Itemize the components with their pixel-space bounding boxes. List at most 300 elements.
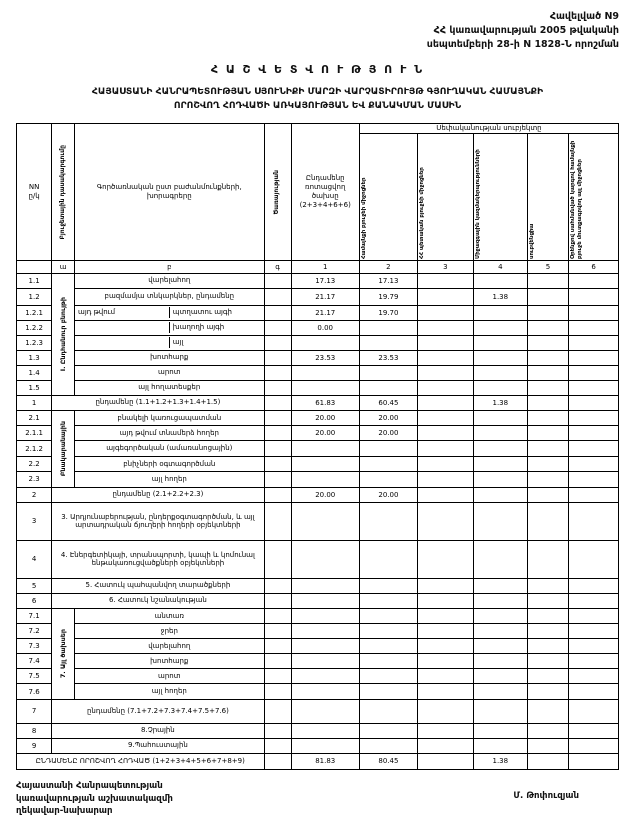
row-c5 [527,380,568,395]
row-c5 [527,608,568,623]
row-c3 [417,456,473,471]
row-c4 [473,654,527,669]
row-c2: 23.53 [359,350,417,365]
table-row [17,540,619,578]
row-c3 [417,365,473,380]
row-c4 [473,365,527,380]
row-c5 [527,699,568,723]
row-total: 20.00 [291,410,359,425]
col-header-service: Ծառայության [264,123,291,260]
row-label: ընդամենը (1.1+1.2+1.3+1.4+1.5) [52,395,264,410]
row-label: ընդամենը (7.1+7.2+7.3+7.4+7.5+7.6) [52,699,264,723]
table-letter-row [17,260,619,273]
row-nn: 1.4 [17,365,52,380]
table-row [17,578,619,593]
row-c2 [359,320,417,335]
row-total: 20.00 [291,426,359,441]
col-header-state-budget: ՀՀ պետական բյուջեի միջոցներ [417,133,473,260]
row-total: 0.00 [291,320,359,335]
group-label-housing: Բնակարանային [52,410,75,487]
row-total [291,456,359,471]
row-c3 [417,395,473,410]
row-service [264,738,291,753]
row-c5 [527,540,568,578]
row-nn: 7 [17,699,52,723]
row-label: վարելահող [75,638,265,653]
row-nn: 1.2 [17,288,52,305]
table-row [17,623,619,638]
footer-line-2: կառավարության աշխատակազմի [16,793,173,804]
row-label: այդ թվում տնամերձ հողեր [75,426,265,441]
col-header-functional: Գործառնական ըստ բաժանմունքների, խորագրերը [75,123,265,260]
row-service [264,380,291,395]
row-c5 [527,502,568,540]
table-row [17,288,619,305]
row-label-split [75,320,265,335]
letter-cell-3: 3 [417,260,473,273]
row-total: 23.53 [291,350,359,365]
row-total [291,623,359,638]
row-c2: 20.00 [359,487,417,502]
col-header-ownership-group: Սեփականության սուբյեկտը [359,123,618,133]
table-row [17,638,619,653]
signature-name: Մ. Թոփուզյան [513,790,579,801]
row-c2 [359,365,417,380]
row-c6 [569,684,619,699]
row-service [264,487,291,502]
row-nn: 7.6 [17,684,52,699]
row-c3 [417,654,473,669]
table-row [17,335,619,350]
row-label: 4. Էներգետիկայի, տրանսպորտի, կապի և կոմունալ ենթակառուցվածքների օբյեկտների [52,540,264,578]
row-c6 [569,540,619,578]
row-c2: 80.45 [359,753,417,769]
subtitle-line-1: ՀԱՅԱՍՏԱՆԻ ՀԱՆՐԱՊԵՏՈՒԹՅԱՆ ՍՅՈՒՆԻՔԻ ՄԱՐԶԻ ՎԱՐՉԱՏԻՐՈՒՅԹ ԳՅՈՒՂԱԿԱՆ ՀԱՄԱՅՆՔԻ [91,86,544,98]
row-c4 [473,426,527,441]
document-footer [16,780,619,818]
table-row [17,380,619,395]
row-service [264,723,291,738]
row-label: խոտհարք [75,654,265,669]
row-service [264,395,291,410]
row-c6 [569,380,619,395]
letter-cell-6: 6 [569,260,619,273]
row-c5 [527,669,568,684]
grand-total-label: ԸՆԴԱՄԵՆԸ ՈՐՈՇՎՈՂ ՀՈԴՎԱԾ (1+2+3+4+5+6+7+8+9) [17,753,265,769]
row-nn: 1.2.1 [17,305,52,320]
col-header-nn: NN ը/կ [17,123,52,260]
row-nn: 7.5 [17,669,52,684]
row-c2: 20.00 [359,426,417,441]
row-c5 [527,472,568,487]
row-c6 [569,335,619,350]
row-c5 [527,410,568,425]
row-total [291,441,359,456]
row-service [264,608,291,623]
letter-cell-5: 5 [527,260,568,273]
row-service [264,456,291,471]
row-c6 [569,472,619,487]
row-nn: 7.2 [17,623,52,638]
row-service [264,426,291,441]
header-decision-line: սեպտեմբերի 28-ի N 1828-Ն որոշման [426,38,619,50]
row-c3 [417,380,473,395]
table-row [17,472,619,487]
row-total [291,472,359,487]
row-service [264,335,291,350]
row-c4 [473,380,527,395]
row-c6 [569,654,619,669]
row-c2 [359,502,417,540]
table-row [17,669,619,684]
row-c3 [417,753,473,769]
row-c4: 1.38 [473,753,527,769]
row-label-right: այլ [172,338,184,347]
row-c5 [527,426,568,441]
row-c6 [569,456,619,471]
row-label-right: խաղողի այգի [172,323,225,332]
col-header-community-budget: Համայնքի բյուջեի միջոցներ [359,133,417,260]
row-c4 [473,350,527,365]
row-label-left: այդ թվում [75,307,170,317]
row-c3 [417,441,473,456]
page-title: Հ Ա Շ Վ Ե Տ Վ Ո Ւ Թ Յ Ո Ւ Ն [210,63,425,77]
row-c4 [473,305,527,320]
row-nn: 1.2.3 [17,335,52,350]
table-row [17,654,619,669]
row-nn: 8 [17,723,52,738]
row-total [291,669,359,684]
row-total: 21.17 [291,305,359,320]
row-c3 [417,669,473,684]
row-service [264,273,291,288]
row-c3 [417,273,473,288]
row-c6 [569,273,619,288]
row-c5 [527,395,568,410]
row-total [291,578,359,593]
row-service [264,350,291,365]
row-label: այլ հողեր [75,472,265,487]
row-total [291,684,359,699]
row-c2 [359,456,417,471]
letter-cell-a: ա [52,260,75,273]
row-c5 [527,738,568,753]
row-service [264,753,291,769]
row-service [264,502,291,540]
report-table [16,123,619,770]
row-nn: 1.1 [17,273,52,288]
table-row-total [17,487,619,502]
row-c5 [527,578,568,593]
row-c2 [359,623,417,638]
row-total [291,335,359,350]
row-nn: 6 [17,593,52,608]
table-row [17,441,619,456]
row-c4 [473,578,527,593]
row-label: բազմամյա տնկարկներ, ընդամենը [75,288,265,305]
row-c6 [569,608,619,623]
row-c5 [527,638,568,653]
row-label: խոտհարք [75,350,265,365]
row-c4 [473,456,527,471]
row-service [264,540,291,578]
letter-cell-4: 4 [473,260,527,273]
row-label: 9.Պահուստային [52,738,264,753]
row-total [291,738,359,753]
row-c3 [417,487,473,502]
row-nn: 1.3 [17,350,52,365]
row-c4 [473,335,527,350]
row-service [264,472,291,487]
row-c6 [569,753,619,769]
row-c2 [359,578,417,593]
row-c2 [359,335,417,350]
row-c3 [417,305,473,320]
row-label: ընդամենը (2.1+2.2+2.3) [52,487,264,502]
table-row-total [17,699,619,723]
row-c3 [417,472,473,487]
row-nn: 2.1.2 [17,441,52,456]
row-c5 [527,684,568,699]
row-c4 [473,738,527,753]
row-nn: 4 [17,540,52,578]
row-label: վարելահող [75,273,265,288]
row-c6 [569,669,619,684]
row-service [264,441,291,456]
table-row [17,365,619,380]
row-nn: 1.2.2 [17,320,52,335]
document-header [16,10,619,51]
row-c6 [569,320,619,335]
row-c3 [417,723,473,738]
row-service [264,593,291,608]
letter-cell-1: 1 [291,260,359,273]
row-label: ջրեր [75,623,265,638]
row-c3 [417,608,473,623]
row-c2 [359,738,417,753]
row-c2 [359,638,417,653]
table-row [17,723,619,738]
row-c3 [417,638,473,653]
row-c2: 19.79 [359,288,417,305]
col-header-budget-class: Բյուջետային դասակարգումը [52,123,75,260]
letter-cell-nn [17,260,52,273]
table-row [17,608,619,623]
row-c4 [473,441,527,456]
row-c3 [417,320,473,335]
row-total [291,608,359,623]
row-c6 [569,410,619,425]
header-government-line: ՀՀ կառավարության 2005 թվականի [433,24,619,36]
row-c2 [359,540,417,578]
row-c4 [473,487,527,502]
row-nn: 1 [17,395,52,410]
group-label-other: 7. Այլ ծախսեր [52,608,75,699]
row-c6 [569,350,619,365]
table-row [17,273,619,288]
row-total [291,699,359,723]
row-nn: 7.3 [17,638,52,653]
row-c6 [569,487,619,502]
row-c5 [527,305,568,320]
row-nn: 9 [17,738,52,753]
row-c5 [527,753,568,769]
row-nn: 2.2 [17,456,52,471]
col-header-other-means: Օրենքով սահմանված կարգով համայնքի բյուջե մուտքագրվող այլ միջոցներ [569,133,619,260]
row-c6 [569,723,619,738]
row-c5 [527,723,568,738]
row-label-right: պտղատու այգի [172,308,232,317]
row-c2 [359,608,417,623]
row-service [264,365,291,380]
table-row [17,502,619,540]
signature-block-left [16,780,173,818]
row-c6 [569,365,619,380]
row-c2 [359,699,417,723]
row-c3 [417,593,473,608]
row-label: այլ հողատեսքեր [75,380,265,395]
table-row [17,410,619,425]
row-c6 [569,623,619,638]
row-c4 [473,320,527,335]
row-c5 [527,273,568,288]
row-nn: 7.4 [17,654,52,669]
row-service [264,669,291,684]
row-c6 [569,441,619,456]
row-c2 [359,441,417,456]
row-c2 [359,593,417,608]
row-c5 [527,320,568,335]
row-c6 [569,699,619,723]
row-c3 [417,623,473,638]
row-label: արոտ [75,365,265,380]
row-total [291,365,359,380]
row-c2: 19.70 [359,305,417,320]
row-label: 3. Արդյունաբերության, ընդերքօգտագործման, և այլ արտադրական ճյուղերի հողերի օբյեկտների [52,502,264,540]
row-c6 [569,426,619,441]
letter-cell-b: բ [75,260,265,273]
table-row-grand-total [17,753,619,769]
letter-cell-2: 2 [359,260,417,273]
row-c3 [417,335,473,350]
group-label-general: I. Ընդհանուր բնույթի [52,273,75,395]
row-c2 [359,380,417,395]
table-row [17,738,619,753]
row-c3 [417,699,473,723]
row-total: 81.83 [291,753,359,769]
table-row [17,305,619,320]
row-c4 [473,502,527,540]
row-c3 [417,540,473,578]
col-header-subvention: սուբվենցիա [527,133,568,260]
row-total: 17.13 [291,273,359,288]
row-c3 [417,410,473,425]
row-label: 5. Հատուկ պահպանվող տարածքների [52,578,264,593]
row-c2 [359,723,417,738]
row-label: այլ հողեր [75,684,265,699]
row-total [291,593,359,608]
table-row [17,593,619,608]
row-c5 [527,441,568,456]
row-service [264,305,291,320]
row-c5 [527,288,568,305]
row-service [264,578,291,593]
row-c4 [473,540,527,578]
row-service [264,654,291,669]
row-nn: 2.1 [17,410,52,425]
row-c2 [359,654,417,669]
row-c4 [473,723,527,738]
row-c6 [569,738,619,753]
table-row [17,320,619,335]
row-service [264,684,291,699]
row-label: 8.Չրային [52,723,264,738]
col-header-international-org: Միջազգային կազմակերպությունների [473,133,527,260]
row-c6 [569,638,619,653]
row-c4 [473,623,527,638]
row-label: 6. Հատուկ նշանակության [52,593,264,608]
row-total: 61.83 [291,395,359,410]
row-total [291,638,359,653]
subtitle-line-2: ՈՐՈՇՎՈՂ ՀՈԴՎԱԾԻ ԱՌԿԱՅՈՒԹՅԱՆ ԵՎ ՔԱՆԱԿՄԱՆ ՄԱՍԻՆ [173,100,462,112]
row-nn: 2.1.1 [17,426,52,441]
row-total [291,502,359,540]
row-c4 [473,608,527,623]
row-c5 [527,365,568,380]
row-c4 [473,684,527,699]
row-c5 [527,593,568,608]
letter-cell-g: գ [264,260,291,273]
table-header-row [17,123,619,133]
row-nn: 1.5 [17,380,52,395]
row-label-left [75,322,170,332]
row-nn: 2.3 [17,472,52,487]
row-label: անտառ [75,608,265,623]
row-c3 [417,684,473,699]
row-c5 [527,335,568,350]
row-c2 [359,684,417,699]
row-label: այգեգործական (ամառանոցային) [75,441,265,456]
row-c4: 1.38 [473,395,527,410]
row-c6 [569,395,619,410]
row-c3 [417,426,473,441]
row-c5 [527,487,568,502]
row-c4 [473,410,527,425]
row-service [264,699,291,723]
row-c2 [359,472,417,487]
row-c6 [569,288,619,305]
row-label: արոտ [75,669,265,684]
row-c6 [569,578,619,593]
row-c5 [527,654,568,669]
row-c4 [473,638,527,653]
row-c3 [417,578,473,593]
row-total: 21.17 [291,288,359,305]
row-c3 [417,350,473,365]
row-label-left [75,337,170,347]
footer-line-3: ղեկավար-նախարար [16,806,113,817]
row-label-split [75,305,265,320]
table-row [17,426,619,441]
row-nn: 3 [17,502,52,540]
row-c5 [527,456,568,471]
table-row [17,456,619,471]
row-label-split [75,335,265,350]
row-c2: 20.00 [359,410,417,425]
footer-line-1: Հայաստանի Հանրապետության [16,780,163,791]
row-c4 [473,699,527,723]
row-total [291,723,359,738]
